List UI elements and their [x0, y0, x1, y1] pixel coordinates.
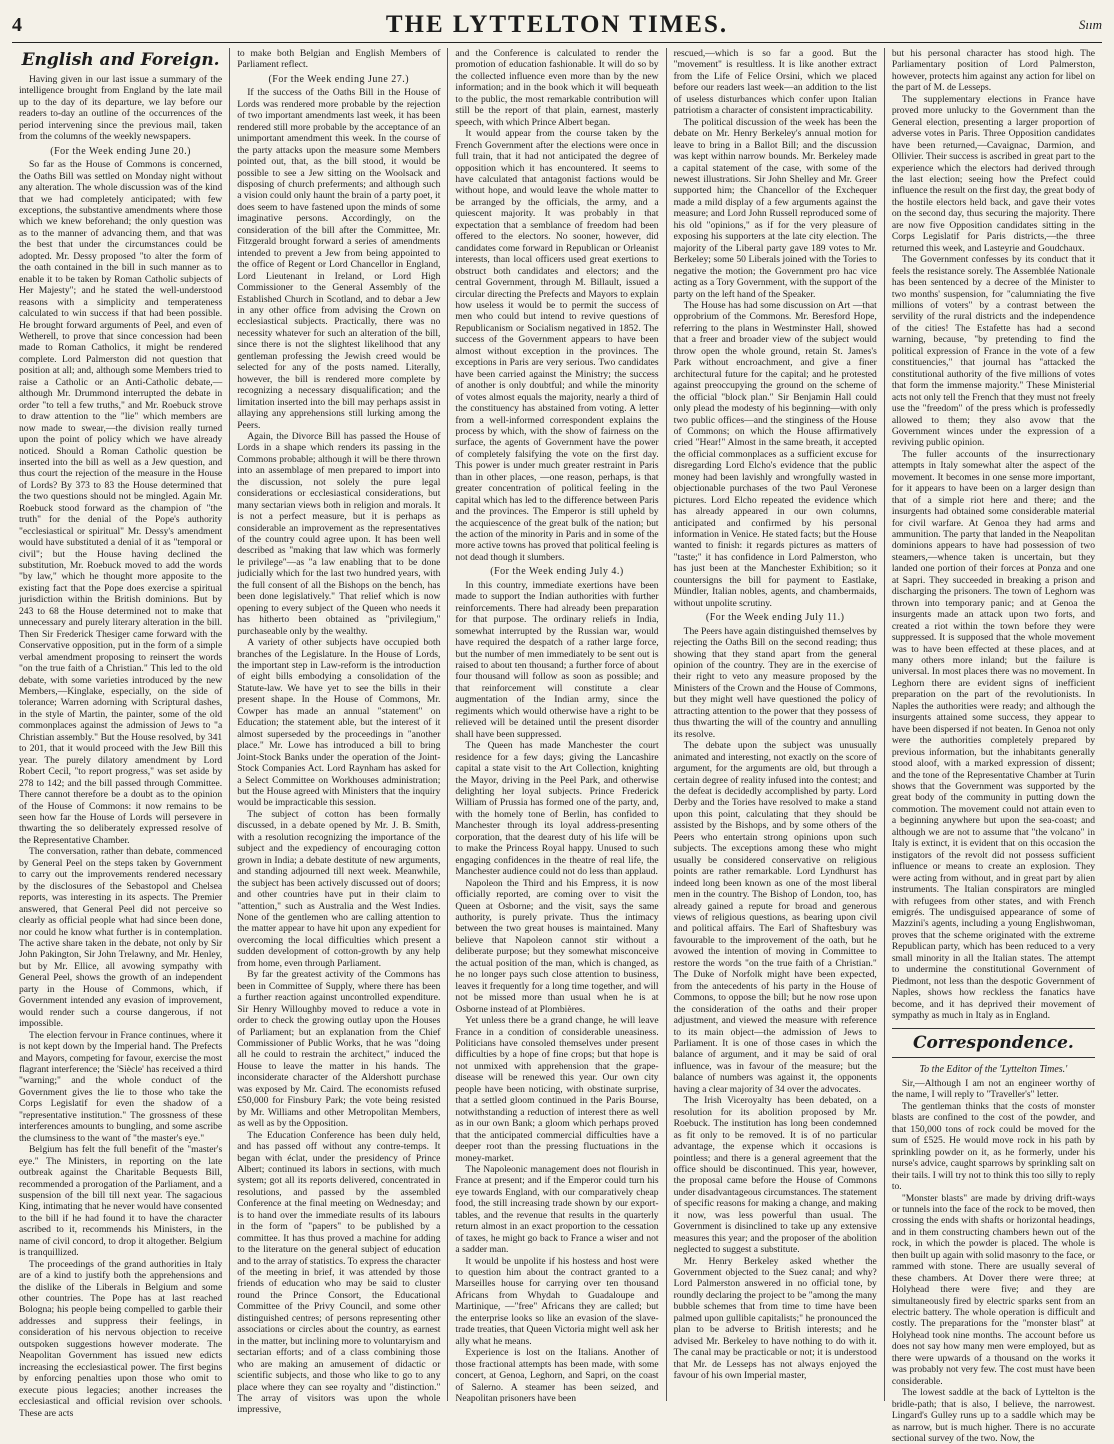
paragraph: The supplementary elections in France have proved more unlucky to the Government than the General election, presenting a larger proportion of adverse votes in Paris. Three Opposition candidates have been returned,—Cavaignac, Darmion, and Ollivier. Their success is ascribed in great part to the experience which the electors had derived through the last election; seeing how the Prefect could influence the result on the first day, the great body of the hostile electors held back, and gave their votes on the second day, thus securing the majority. There are now five Opposition candidates sitting in the Corps Legislatif for Paris districts,—the three returned this week, and Lasteyrie and Goudchaux. — [891, 93, 1096, 254]
paragraph: It would be unpolite if his hostess and host were to question him about the contract granted to a Marseilles house for carrying over ten thousand Africans from Whydah to Guadaloupe and Martinique, —"free" Africans they are called; but the enterprise looks so like an evasion of the slave-trade treaties, that Queen Victoria might well ask her ally what he means. — [455, 1255, 659, 1347]
paragraph: The conversation, rather than debate, commenced by General Peel on the steps taken by Government to carry out the improvements rendered necessary by the disclosures of the Sebastopol and Chelsea reports, was interesting in its aspects. The Premier answered, that General Peel did not perceive so clearly as official people what had since been done, nor could he know what further is in contemplation. The active share taken in the debate, not only by Sir John Pakington, Sir John Trelawny, and Mr. Henley, but by Mr. Ellice, all avowing sympathy with General Peel, shows the growth of an independent party in the House of Commons, which, if Government intended any evasion of improvement, would render such a course dangerous, if not impossible. — [19, 846, 223, 1030]
paragraph: Experience is lost on the Italians. Another of those fractional attempts has been made, with some concert, at Genoa, Leghorn, and Sapri, on the coast of Salerno. A steamer has been seized, and Neapolitan prisoners have been — [455, 1347, 659, 1405]
paragraph: but his personal character has stood high. The Parliamentary position of Lord Palmerston, however, protects him against any action for libel on the part of M. de Lesseps. — [891, 48, 1096, 94]
section-heading-correspondence: Correspondence. — [912, 1032, 1074, 1053]
divider — [892, 1057, 1095, 1058]
column-2 — [230, 48, 448, 1416]
newspaper-title: THE LYTTELTON TIMES. — [385, 11, 729, 38]
paragraph: The political discussion of the week has been the debate on Mr. Henry Berkeley's annual motion for leave to bring in a Ballot Bill; and the discussion was kept within narrow bounds. Mr. Berkeley made a capital statement of the case, with some of the newest illustrations. Sir John Shelley and Mr. Greer supported him; the Chancellor of the Exchequer made a mild display of a few arguments against the measure; and Lord John Russell reproduced some of his old "opinions," as if for the very pleasure of exposing his supporters at the late city election. The majority of the Liberal party gave 189 votes to Mr. Berkeley; some 50 Liberals joined with the Tories to negative the motion; the Government pro hac vice acting as a Tory Government, with the support of the party on the left hand of the Speaker. — [673, 116, 877, 300]
paragraph: A variety of other subjects have occupied both branches of the Legislature. In the House of Lords, the important step in Law-reform is the introduction of eight bills embodying a consolidation of the Statute-law. We have yet to see the bills in their present shape. In the House of Commons, Mr. Cowper has made an annual "statement" on Education; the statement able, but the interest of it almost superseded by the proceedings in "another place." Mr. Lowe has introduced a bill to bring Joint-Stock Banks under the operation of the Joint-Stock Companies Act. Lord Raynham has asked for a Select Committee on Workhouses administration; but the House agreed with Ministers that the inquiry would be impracticable this session. — [237, 637, 441, 809]
paragraph: By far the greatest activity of the Commons has been in Committee of Supply, where there has been a further reaction against uncontrolled expenditure. Sir Henry Willoughby moved to reduce a vote in order to check the growing outlay upon the Houses of Parliament; but an explanation from the Chief Commissioner of Public Works, that he was "doing all he could to restrain the architect," induced the House to leave the matter in his hands. The inconsiderate character of the Aldershott purchase was exposed by Mr. Caird. The economists refused £50,000 for Finsbury Park; the vote being resisted by Mr. Williams and other Metropolitan Members, as well as by the Opposition. — [237, 969, 441, 1130]
paragraph: So far as the House of Commons is concerned, the Oaths Bill was settled on Monday night without any alteration. The whole discussion was of the kind that we had completely anticipated; with few exceptions, the substantive amendments where those which we knew beforehand; the only question was as to the manner of advancing them, and that was the best that under the circumstances could be adopted. Mr. Dessy proposed "to alter the form of the oath contained in the bill in such manner as to enable it to be taken by Roman Catholic subjects of Her Majesty"; and he stated the well-understood reasons with a simplicity and temperateness calculated to win success if that had been possible. He brought forward arguments of Peel, and even of Wetherell, to prove that since concession had been made to Roman Catholics, it might be rendered complete. Lord Palmerston did not question that position at all; and, although some Members tried to raise a Catholic or an Anti-Catholic debate,—although Mr. Drummond interrupted the debate in order "to tell a few truths," and Mr. Roebuck strove to draw attention to the "lie" which members are now made to swear,—the division really turned upon the point of policy which we have already noticed. Should a Roman Catholic question be inserted into the bill as well as a Jew question, and thus court the rejection of the measure in the House of Lords? By 373 to 83 the House determined that the two questions should not be mingled. Again Mr. Roebuck stood forward as the champion of "the truth" for the denial of the Pope's authority "ecclesiastical or spiritual" Mr. Dessy's amendment would have substituted a denial of it as "temporal or civil"; but the House having declined the substitution, Mr. Roebuck moved to add the words "by law," which he thought more apposite to the existing fact that the Pope does exercise a spiritual jurisdiction within the British dominions. But by 243 to 68 the House determined not to make that unnecessary and purely literary alteration in the bill. Then Sir Frederick Thesiger came forward with the Conservative opposition, put in the form of a simple verbal amendment proposing to reinsert the words "on the true faith of a Christian." This led to the old debate, with some varieties introduced by the new Members,—Kinglake, especially, on the side of tolerance; Warren adorning with Scriptural dashes, in the style of Martin, the painter, some of the old commonplaces against the admission of Jews to "a Christian assembly." But the House resolved, by 341 to 201, that it would proceed with the Jew Bill this year. The purely dilatory amendment by Lord Robert Cecil, "to report progress," was set aside by 278 to 142; and the bill passed through Committee. There cannot therefore be a doubt as to the opinion of the House of Commons: it now remains to be seen how far the House of Lords will persevere in thwarting the so deliberately expressed resolve of the Representative Chamber. — [19, 159, 223, 846]
page-number: 4 — [12, 13, 22, 36]
section-heading-english-foreign: English and Foreign. — [21, 50, 220, 70]
columns — [12, 48, 1102, 1444]
paragraph: It would appear from the course taken by the French Government after the elections were once in full train, that it had not anticipated the degree of opposition which it has encountered. It seems to have calculated that antagonist factions would be without hope, and would leave the whole matter to be arranged by the officials, the army, and a quiescent majority. It was probably in that expectation that a semblance of freedom had been offered to the electors. No sooner, however, did candidates come forward in Republican or Orleanist interests, than local officers used great exertions to obstruct both candidates and electors; and the central Government, through M. Billault, issued a circular directing the Prefects and Mayors to explain how useless it would be to permit the success of men who could but intend to revive questions of Republicanism or Socialism negatived in 1852. The success of the Government appears to have been almost without exception in the provinces. The exceptions in Paris are very serious. Two candidates have been carried against the Ministry; the success of another is only doubtful; and while the minority of votes almost equals the majority, nearly a third of the constituency has abstained from voting. A letter from a well-informed correspondent explains the process by which, with the show of fairness on the surface, the agents of Government have the power of completely falsifying the vote on the first day. This power is under much greater restraint in Paris than in other places, —one reason, perhaps, is that greater concentration of political feeling in the capital which has led to the difference between Paris and the provinces. The Emperor is still upheld by the acquiescence of the great bulk of the nation; but the action of the minority in Paris and in some of the more active towns has proved that political feeling is not dead though it slumbers. — [455, 128, 659, 563]
week-subheading: (For the Week ending July 4.) — [490, 566, 624, 578]
paragraph: The election fervour in France continues, where it is not kept down by the Imperial hand. The Prefects and Mayors, competing for favour, exercise the most flagrant interference; the 'Siècle' has received a third "warning;" and the whole conduct of the Government gives the lie to those who take the Corps Legislatif for even the shadow of a "representative institution." The grossness of these interferences amounts to bungling, and some ascribe the clumsiness to the want of "the master's eye." — [19, 1029, 223, 1144]
paragraph: "Monster blasts" are made by driving drift-ways or tunnels into the face of the rock to be moved, then crossing the ends with shafts or horizontal headings, and in them constructing chambers hewn out of the rock, in which the powder is placed. The whole is then built up again with solid masonry to the face, or rammed with stone. There are usually several of these chambers. At Dover there were three; at Holyhead there were five; and they are simultaneously fired by electric sparks sent from an electric battery. The whole operation is difficult and costly. The preparations for the "monster blast" at Holyhead took nine months. The account before us does not say how many men were employed, but as there were upwards of a thousand on the works it was probably not very few. The cost must have been considerable. — [891, 1192, 1096, 1387]
paragraph: The Peers have again distinguished themselves by rejecting the Oaths Bill on the second reading; thus showing that they stand apart from the general opinion of the country. They are in the exercise of their right to veto any measure proposed by the Ministers of the Crown and the House of Commons, but they might well have questioned the policy of attracting attention to the power that they possess of thus thwarting the will of the country and annulling its resolve. — [673, 625, 877, 740]
paragraph: Napoleon the Third and his Empress, it is now officially reported, are coming over to visit the Queen at Osborne; and the visit, says the same authority, is purely private. Thus the intimacy between the two great houses is maintained. Many believe that Napoleon cannot stir without a deliberate purpose; but they somewhat misconceive the actual position of the man, which is changed, as he no longer pays such close attention to business, leaves it frequently for a long time together, and will not be missed more than usual when he is at Osborne instead of at Plombières. — [455, 877, 659, 1015]
paragraph: The Napoleonic management does not flourish in France at present; and if the Emperor could turn his eye towards England, with our comparatively cheap food, the still increasing trade shown by our export-tables, and the revenue that results in the quarterly return almost in an exact proportion to the cessation of taxes, he might go back to France a wiser and not a sadder man. — [455, 1163, 659, 1256]
column-4 — [667, 48, 885, 1401]
paragraph: Mr. Henry Berkeley asked whether the Government objected to the Suez canal; and why? Lord Palmerston answered in no official tone, by roundly declaring the project to be "among the many bubble schemes that from time to time have been palmed upon gullible capitalists;" he pronounced the plan to be adverse to British interests; and he advised Mr. Berkeley to have nothing to do with it. The canal may be practicable or not; it is understood that Mr. de Lesseps has not always enjoyed the favour of his own Imperial master, — [673, 1255, 877, 1382]
paragraph: The debate upon the subject was unusually animated and interesting, not exactly on the score of argument, for the arguments are old, but through a certain degree of reality infused into the contest; and the defeat is decidedly accomplished by party. Lord Derby and the Tories have resolved to make a stand upon this point, calculating that they should be assisted by the Bishops, and by some others of the Peers who entertain strong opinions upon such subjects. The exceptions among these who might usually be considered conservative on religious points are rather remarkable. Lord Lyndhurst has indeed long been known as one of the most liberal men in the country. The Bishop of London, too, has already gained a repute for broad and generous views of religious questions, as bearing upon civil and political affairs. The Earl of Shaftesbury was favourable to the improvement of the oath, but he avowed the intention of moving in Committee to restore the words "on the true faith of a Christian." The Duke of Norfolk might have been expected, from the antecedents of his party in the House of Commons, to oppose the bill; but he now rose upon the consideration of the oaths and their proper adjustment, and viewed the measure with reference to its main object—the admission of Jews to Parliament. It is one of those cases in which the balance of argument, and it may be said of oral influence, was in favour of the measure; but the balance of numbers was against it, the opponents having a clear majority of 34 over the advocates. — [673, 740, 877, 1095]
paragraph: Having given in our last issue a summary of the intelligence brought from England by the late mail up to the day of its departure, we lay before our readers to-day an outline of the occurrences of the period intervening since the previous mail, taken from the columns of the weekly newspapers. — [19, 74, 223, 143]
paragraph: The House has had some discussion on Art —that opprobrium of the Commons. Mr. Beresford Hope, referring to the plans in Westminster Hall, showed that a freer and broader view of the subject would throw open the whole ground, retain St. James's Park without encroachment, and give a finer architectural future for the capital; and he protested against preoccupying the ground on the scheme of the official "block plan." Sir Benjamin Hall could only plead the modesty of his beginning—with only two public offices—and the stinginess of the House of Commons; on which the House affirmatively cried "Hear!" Almost in the same breath, it accepted the official commonplaces as a sufficient excuse for disregarding Lord Elcho's evidence that the public money had been lavishly and wrongfully wasted in objectionable purchases of the two Paul Veronese pictures. Lord Elcho repeated the evidence which has already appeared in our own columns, anticipated and confirmed by his personal information in Venice. He stated facts; but the House wanted to finish: it regards pictures as matters of "taste;" it has confidence in Lord Palmerston, who has just been at the Manchester Exhibition; so it countersigns the bill for payment to Eastlake, Mündler, Italian nobles, agents, and chambermaids, without unpolite scrutiny. — [673, 299, 877, 609]
paragraph: The gentleman thinks that the costs of monster blasts are confined to the cost of the powder, and that 150,000 tons of rock could be moved for the sum of £525. He would move rock in his path by sprinkling powder on it, as he formerly, under his nurse's advice, caught sparrows by sprinkling salt on their tails. I will try not to think this too silly to reply to. — [891, 1100, 1096, 1193]
paragraph: The subject of cotton has been formally discussed, in a debate opened by Mr. J. B. Smith, with a resolution recognizing the importance of the subject and the expediency of encouraging cotton grown in India; a debate destitute of new arguments, and standing adjourned till next week. Meanwhile, the subject has been actively discussed out of doors; and other countries have put in their claim to "attention," such as Australia and the West Indies. None of the gentlemen who are calling attention to the matter appear to have hit upon any expedient for overcoming the local difficulties which present a sudden development of cotton-growth by any help from home, even through Parliament. — [237, 808, 441, 969]
paragraph: The Government confesses by its conduct that it feels the resistance sorely. The Assemblée Nationale has been sentenced by a decree of the Minister to two months' suspension, for "calumniating the five millions of voters" by a contrast between the servility of the rural districts and the independence of the cities! The Estafette has had a second warning, because, "by pretending to find the political expression of France in the vote of a few constituencies," that journal has "attacked the constitutional authority of the five millions of votes that form the immense majority." These Ministerial acts not only tell the French that they must not freely use the "freedom" of the press which is professedly allowed to them; they also avow that the Government winces under the expression of a reviving public opinion. — [891, 254, 1096, 449]
paragraph: The proceedings of the grand authorities in Italy are of a kind to justify both the apprehensions and the dislike of the Liberals in Belgium and some other countries. The Pope has at last reached Bologna; his people being compelled to garble their addresses and suppress their feelings, in consideration of his nervous objection to receive outspoken suggestions however moderate. The Neapolitan Government has issued new edicts increasing the ecclesiastical power. The first begins by enforcing penalties upon those who omit to execute pious legacies; another increases the ecclesiastical and official revision over schools. These are acts — [19, 1258, 223, 1419]
paragraph: The Irish Viceroyalty has been debated, on a resolution for its abolition proposed by Mr. Roebuck. The institution has long been condemned as fit only to be removed. It is of no particular advantage, the expense which it occasions is pointless; and there is a general agreement that the office should be discontinued. This year, however, the proposal came before the House of Commons under disadvantageous circumstances. The statement of specific reasons for making a change, and making it now, was less powerful than usual. The Government is disinclined to take up any extensive measures this year; and the proposer of the abolition neglected to suggest a substitute. — [673, 1095, 877, 1256]
paragraph: Sir,—Although I am not an engineer worthy of the name, I will reply to "Traveller's" letter. — [891, 1077, 1096, 1101]
paragraph: and the Conference is calculated to render the promotion of education fashionable. It will do so by the collected influence even more than by the new information; and in the book which it will bequeath to the public, the most remarkable contribution will still be the report of that plain, earnest, masterly speech, with which Prince Albert began. — [455, 48, 659, 128]
masthead — [12, 8, 1102, 43]
paragraph: rescued,—which is so far a good. But the "movement" is resultless. It is like another extract from the Life of Felice Orsini, which we placed before our readers last week—an addition to the list of useless disturbances which confer upon Italian patriotism a character of consistent impracticability. — [673, 48, 877, 117]
column-5 — [885, 48, 1102, 1444]
paragraph: In this country, immediate exertions have been made to support the Indian authorities with further reinforcements. There had already been preparation for that purpose. The ordinary reliefs in India, somewhat interrupted by the Russian war, would have required the despatch of a rather large force, but the number of men immediately to be sent out is raised to about ten thousand; a further force of about four thousand will follow as soon as possible; and that reinforcement will constitute a clear augmentation of the Indian army, since the regiments which would otherwise have a right to be relieved will be detained until the present disorder shall have been suppressed. — [455, 579, 659, 740]
paragraph: The lowest saddle at the back of Lyttelton is the bridle-path; that is also, I believe, the narrowest. Lingard's Gulley runs up to a saddle which may be as narrow, but is much higher. There is no accurate sectional survey of the two. Now, the — [891, 1387, 1096, 1444]
week-subheading: (For the Week ending July 11.) — [705, 612, 845, 624]
paragraph: to make both Belgian and English Members of Parliament reflect. — [237, 48, 441, 71]
week-subheading: (For the Week ending June 20.) — [50, 145, 191, 157]
column-1 — [12, 48, 230, 1419]
paragraph: Yet unless there be a grand change, he will leave France in a condition of considerable uneasiness. Politicians have consoled themselves under present difficulties by a hope of fine crops; but that hope is not unmixed with apprehension that the grape-disease will be renewed this year. Our own city people have been noticing, with obstinate surprise, that a settled gloom continued in the Paris Bourse, notwithstanding a reduction of interest there as well as in our own Bank; a gloom which perhaps proved that the anticipated commercial difficulties have a deeper root than the pressing fluctuations in the money-market. — [455, 1015, 659, 1164]
week-subheading: (For the Week ending June 27.) — [268, 73, 410, 85]
paragraph: The Education Conference has been duly held, and has passed off without any contre-temps. It began with éclat, under the presidency of Prince Albert; continued its labors in sections, with much system; got all its reports delivered, concentrated in resolutions, and passed by the assembled Conference at the final meeting on Wednesday; and is to hand over the immediate results of its labours in the form of "papers" to be published by a committee. It has thus proved a machine for adding to the literature on the general subject of education and to the array of statistics. To express the character of the meeting in brief, it was attended by those friends of education who may be said to cluster round the Prince Consort, the Educational Committee of the Privy Council, and some other distinguished centres; of persons representing other associations or circles about the country, as earnest in the matter, but inclining more to voluntaryism and sectarian efforts; and of a class combining those who are making an amusement of didactic or scientific subjects, and those who like to go to any place where they can see royalty and "distinction." The array of visitors was upon the whole impressive, — [237, 1129, 441, 1416]
corner-mark: Sııт — [1078, 17, 1102, 32]
letter-address: To the Editor of the 'Lyttelton Times.' — [919, 1063, 1068, 1075]
paragraph: Again, the Divorce Bill has passed the House of Lords in a shape which renders its passing in the Commons probable; although it will be there thrown into an assemblage of men prepared to import into the discussion, not solely the pure legal considerations or ecclesiastical considerations, but many sectarian views both in religion and morals. It is not a perfect measure, but it is perhaps as considerable an improvement as the representatives of the country could agree upon. It has been well described as "making that law which was formerly le privilege"—as "a law enabling that to be done judicially which for the last two hundred years, with the full consent of all the Bishops on the bench, has been done legislatively." That relief which is now opening to every subject of the Queen who needs it has hitherto been obtained as "privilegium," purchaseable only by the wealthy. — [237, 430, 441, 637]
paragraph: The fuller accounts of the insurrectionary attempts in Italy somewhat alter the aspect of the movement. It becomes in one sense more important, for it appears to have been on a larger design than that of a simple riot here and there; and the insurgents had obtained some considerable material for civil warfare. At Genoa they had arms and ammunition. The party that landed in the Neapolitan dominions appears to have had possession of two steamers,—whence taken is uncertain, but they landed one portion of their forces at Ponza and one at Sapri. They succeeded in breaking a prison and discharging the prisoners. The town of Leghorn was thrown into temporary panic; and at Genoa the insurgents made an attack upon two forts, and created a riot within the town before they were suppressed. It is supposed that the whole movement was to have been effected at these places, and at many others more inland; but the failure is universal. In most places there was no movement. In Leghorn there are evident signs of inefficient preparation on the part of the revolutionists. In Naples the authorities were ready; and although the insurgents attained some success, they appear to have been dispersed if not beaten. In Genoa not only were the authorities completely prepared by previous information, but the inhabitants generally stood aloof, with a marked expression of dissent; and the tone of the Representative Chamber at Turin shows that the Government was supported by the great body of the community in putting down the commotion. The movement could not attain even to a beginning anywhere but upon the sea-coast; and although we are not to assume that "the volcano" in Italy is extinct, it is evident that on this occasion the instigators of the revolt did not possess sufficient influence or means to create an explosion. They were acting from without, and in great part by alien instruments. The Italian conspirators are mingled with refugees from other states, and with French emigrés. The undisguised appearance of some of Mazzini's agents, including a young Englishwoman, proves that the scheme originated with the extreme Republican party, which has been reduced to a very small minority in all the Italian states. The attempt to undermine the constitutional Government of Piedmont, not less than the despotic Government of Naples, shows how reckless the fanatics have become, and it has deprived their movement of sympathy as much in Italy as in England. — [891, 448, 1096, 1022]
paragraph: Belgium has felt the full benefit of the "master's eye." The Ministers, in reporting on the late outbreak against the Charitable Bequests Bill, recommended a prorogation of the Parliament, and a suspension of the bill till next year. The sagacious King, intimating that he never would have consented to the bill if he had found it to have the character ascribed to it, recommends his Ministers, in the name of civil concord, to drop it altogether. Belgium is tranquillized. — [19, 1144, 223, 1259]
paragraph: If the success of the Oaths Bill in the House of Lords was rendered more probable by the rejection of two important amendments last week, it has been rendered still more probable by the acceptance of an unimportant amendment this week. In the course of the party attacks upon the measure some Members pointed out, that, as the bill stood, it would be possible to see a Jew sitting on the Woolsack and disposing of church preferments; and although such a vision could only haunt the brain of a party poet, it does seem to have fastened upon the minds of some imaginative persons. Accordingly, on the consideration of the bill after the Committee, Mr. Fitzgerald brought forward a series of amendments intended to prevent a Jew from being appointed to the office of Regent or Lord Chancellor in England, Lord Lieutenant in Ireland, or Lord High Commissioner to the General Assembly of the Established Church in Scotland, and to debar a Jew in any other office from advising the Crown on ecclesiastical subjects. Practically, there was no necessity whatever for such an alteration of the bill, since there is not the slightest likelihood that any gentleman professing the Jewish creed would be selected for any of the posts named. Literally, however, the bill is rendered more complete by recognizing a necessary disqualification; and the limitation inserted into the bill may perhaps assist in allaying any apprehensions still lurking among the Peers. — [237, 87, 441, 431]
divider — [892, 1028, 1095, 1029]
column-3 — [448, 48, 666, 1405]
paragraph: The Queen has made Manchester the court residence for a few days; giving the Lancashire capital a state visit to the Art Collection, knighting the Mayor, driving in the Peel Park, and otherwise delighting her loyal subjects. Prince Frederick William of Prussia has formed one of the party, and, with the homely tone of Berlin, has confided to Manchester through its loyal address-presenting corporation, that the dearest duty of his life will be to make the Princess Royal happy. Unused to such engaging confidences in the theatre of real life, the Manchester audience could not do less than applaud. — [455, 740, 659, 878]
